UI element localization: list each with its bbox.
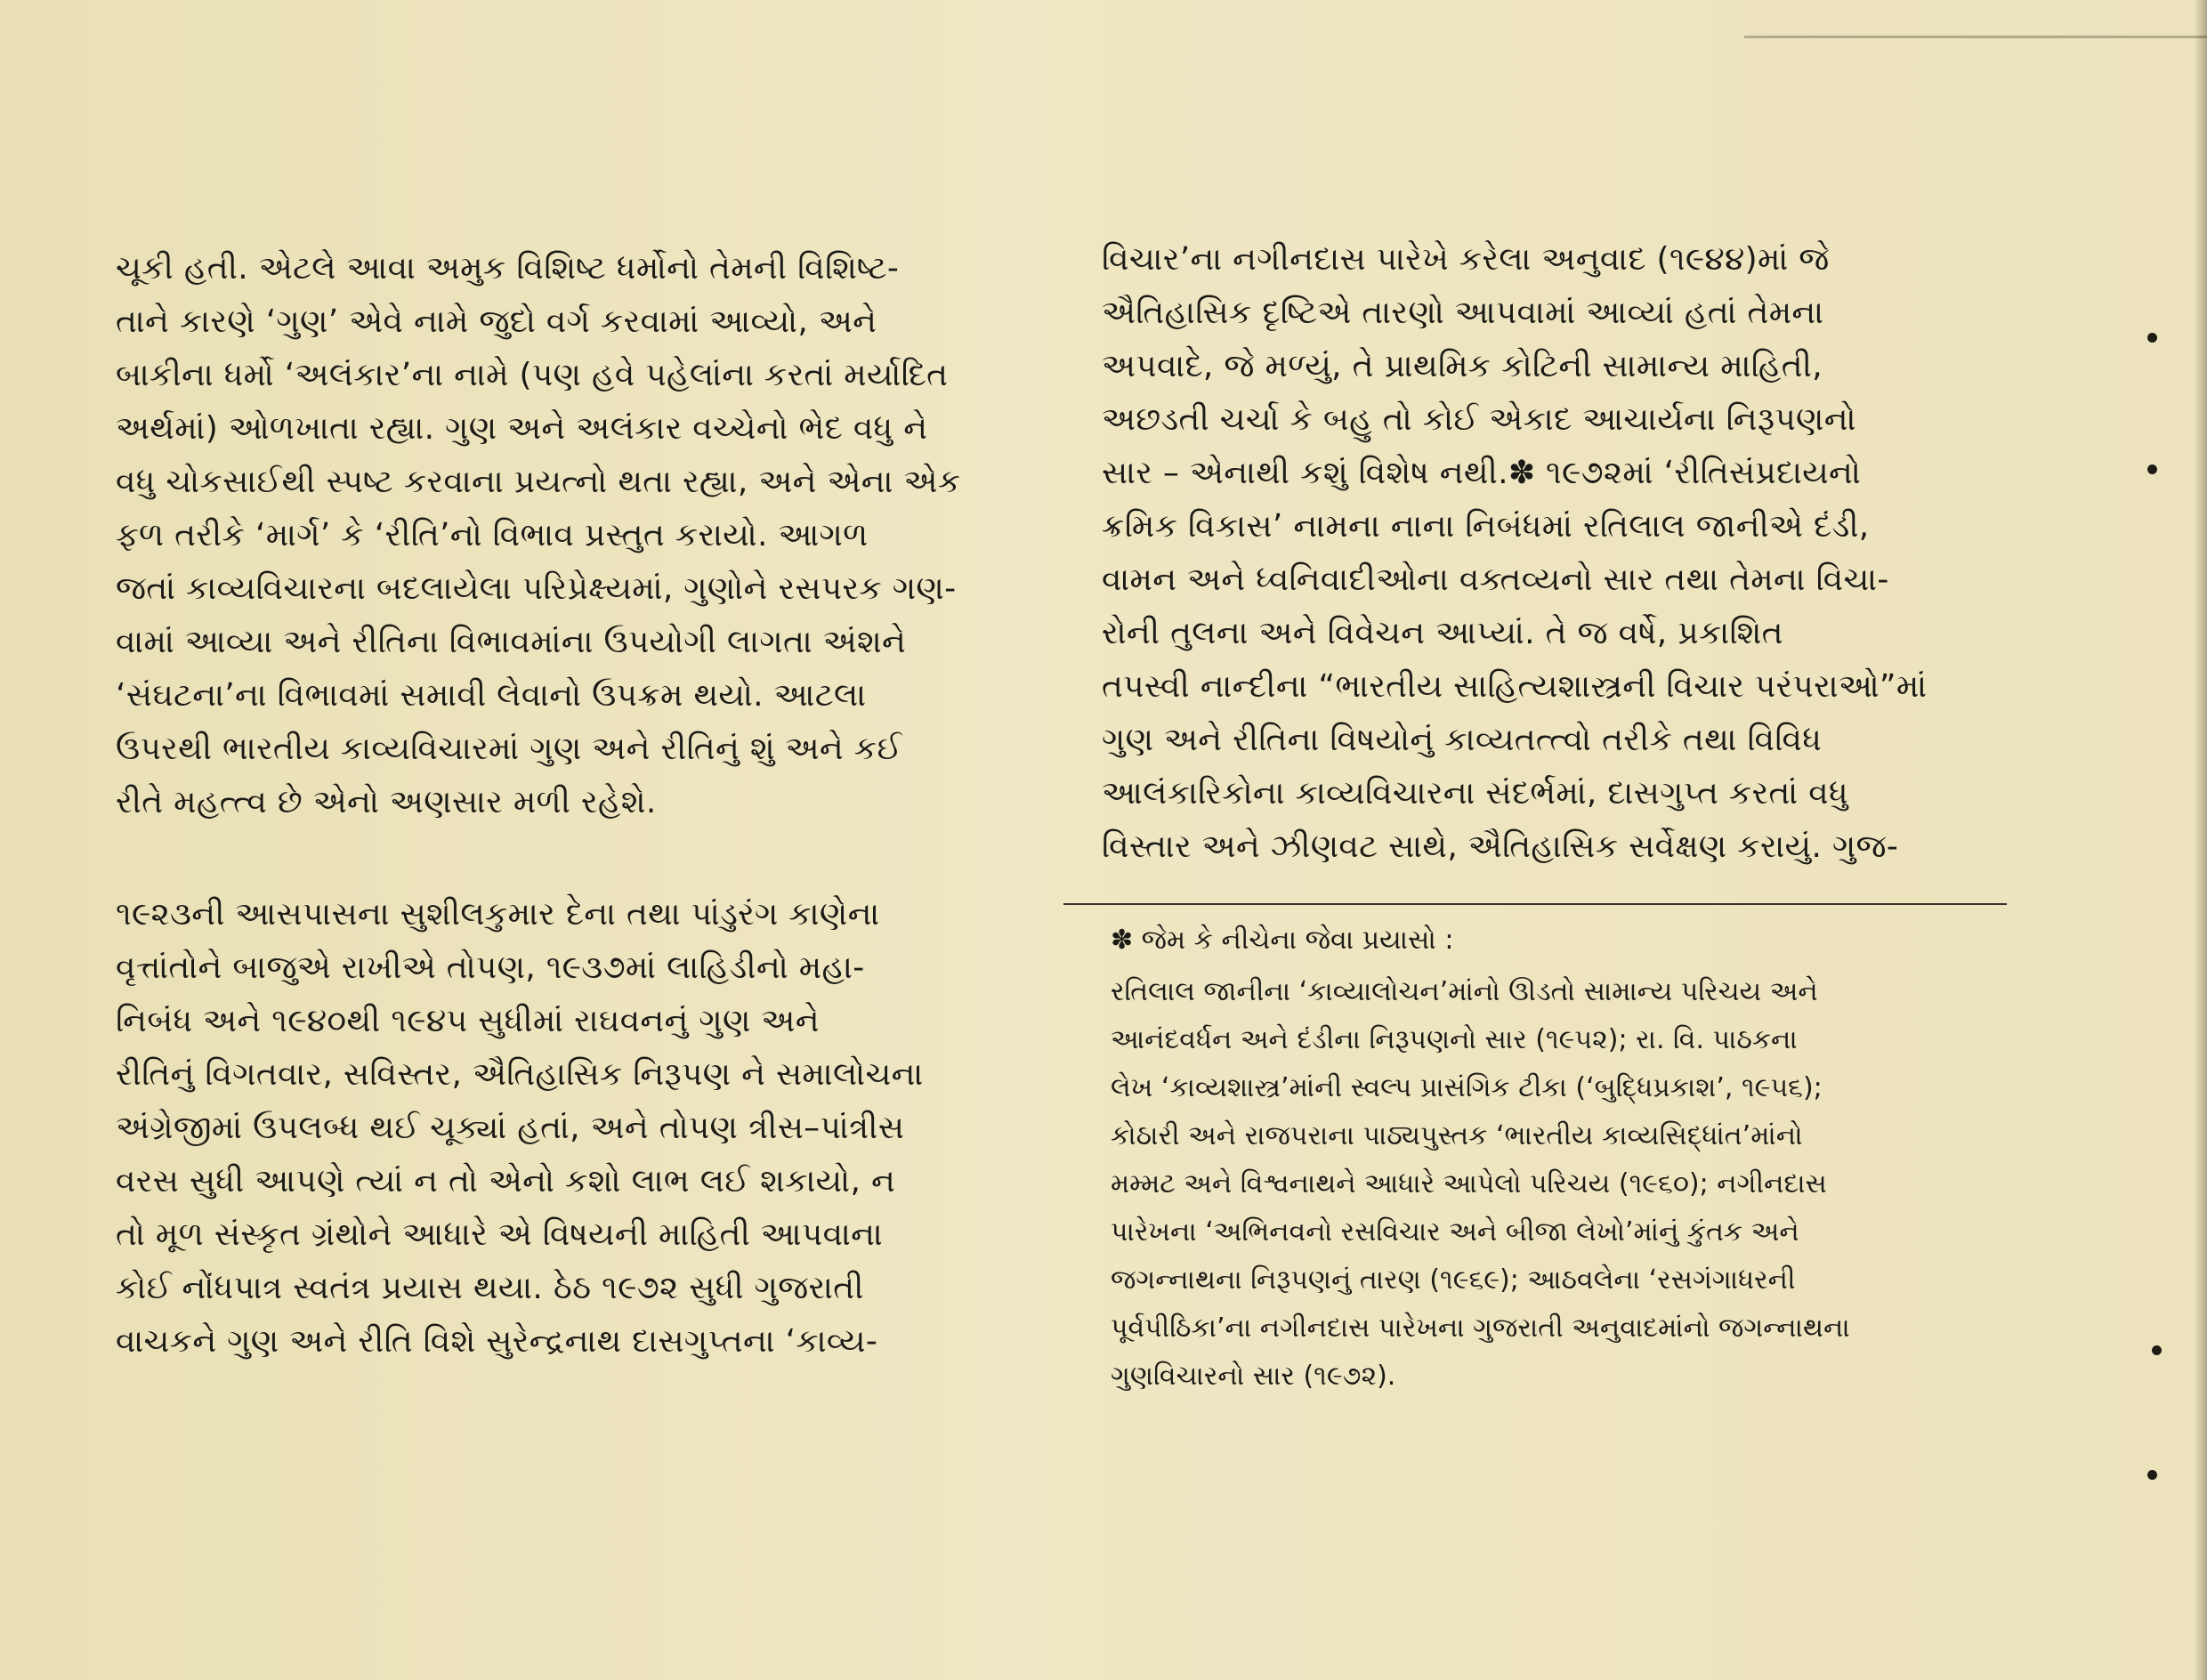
- footnote-line: પૂર્વપીઠિકા’ના નગીનદાસ પારેખના ગુજરાતી અનુવાદમાંનો જગન્નાથના: [1111, 1312, 1850, 1344]
- text-line: ચૂકી હતી. એટલે આવા અમુક વિશિષ્ટ ધર્મોનો તેમની વિશિષ્ટ-: [116, 250, 900, 287]
- text-line: ઉપરથી ભારતીય કાવ્યવિચારમાં ગુણ અને રીતિનું શું અને કઈ: [116, 731, 902, 767]
- text-line: વધુ ચોકસાઈથી સ્પષ્ટ કરવાના પ્રયત્નો થતા રહ્યા, અને એના એક: [116, 464, 961, 500]
- text-line: વૃત્તાંતોને બાજુએ રાખીએ તોપણ, ૧૯૩૭માં લાહિડીનો મહા-: [116, 949, 865, 986]
- binding-hole-mark: [2147, 464, 2157, 474]
- binding-hole-mark: [2147, 1470, 2157, 1480]
- text-line: ક્રમિક વિકાસ’ નામના નાના નિબંધમાં રતિલાલ જાનીએ દંડી,: [1102, 508, 1870, 545]
- text-line: વામાં આવ્યા અને રીતિના વિભાવમાંના ઉપયોગી લાગતા અંશને: [116, 624, 907, 660]
- text-line: અછડતી ચર્ચા કે બહુ તો કોઈ એકાદ આચાર્યના નિરૂપણનો: [1102, 401, 1856, 438]
- text-line: રીતે મહત્ત્વ છે એનો અણસાર મળી રહેશે.: [116, 784, 657, 820]
- text-line: આલંકારિકોના કાવ્યવિચારના સંદર્ભમાં, દાસગુપ્ત કરતાં વધુ: [1102, 775, 1848, 812]
- text-line: અર્થમાં) ઓળખાતા રહ્યા. ગુણ અને અલંકાર વચ્ચેનો ભેદ વધુ ને: [116, 410, 928, 447]
- text-line: રોની તુલના અને વિવેચન આપ્યાં. તે જ વર્ષે, પ્રકાશિત: [1102, 615, 1783, 651]
- text-line: નિબંધ અને ૧૯૪૦થી ૧૯૪૫ સુધીમાં રાઘવનનું ગુણ અને: [116, 1003, 820, 1039]
- binding-shadow: [2195, 0, 2207, 1680]
- text-line: ફળ તરીકે ‘માર્ગ’ કે ‘રીતિ’નો વિભાવ પ્રસ્તુત કરાયો. આગળ: [116, 517, 869, 553]
- text-line: જતાં કાવ્યવિચારના બદલાયેલા પરિપ્રેક્ષ્યમાં, ગુણોને રસપરક ગણ-: [116, 570, 957, 607]
- right-column: [1102, 233, 2014, 874]
- footnote-line: કોઠારી અને રાજપરાના પાઠ્યપુસ્તક ‘ભારતીય કાવ્યસિદ્ધાંત’માંનો: [1111, 1120, 1803, 1151]
- text-line: વામન અને ધ્વનિવાદીઓના વક્તવ્યનો સાર તથા તેમના વિચા-: [1102, 561, 1889, 598]
- footnote-line: જગન્નાથના નિરૂપણનું તારણ (૧૯૬૯); આઠવલેના ‘રસગંગાધરની: [1111, 1264, 1796, 1296]
- text-line: વાચકને ગુણ અને રીતિ વિશે સુરેન્દ્રનાથ દાસગુપ્તના ‘કાવ્ય-: [116, 1323, 878, 1360]
- text-line: ‘સંઘટના’ના વિભાવમાં સમાવી લેવાનો ઉપક્રમ થયો. આટલા: [116, 677, 867, 714]
- footnote-line: આનંદવર્ધન અને દંડીના નિરૂપણનો સાર (૧૯૫૨); રા. વિ. પાઠકના: [1111, 1024, 1798, 1055]
- text-line: સાર – એનાથી કશું વિશેષ નથી.✽ ૧૯૭૨માં ‘રીતિસંપ્રદાયનો: [1102, 455, 1862, 491]
- text-line: તો મૂળ સંસ્કૃત ગ્રંથોને આધારે એ વિષયની માહિતી આપવાના: [116, 1216, 884, 1253]
- text-line: અપવાદે, જે મળ્યું, તે પ્રાથમિક કોટિની સામાન્ય માહિતી,: [1102, 348, 1823, 384]
- left-column: [116, 242, 1010, 1369]
- footnote-divider: [1063, 903, 2007, 905]
- footnote-line: રતિલાલ જાનીના ‘કાવ્યાલોચન’માંનો ઊડતો સામાન્ય પરિચય અને: [1111, 976, 1818, 1007]
- text-line: વિસ્તાર અને ઝીણવટ સાથે, ઐતિહાસિક સર્વેક્ષણ કરાયું. ગુજ-: [1102, 828, 1899, 865]
- footnote-line: મમ્મટ અને વિશ્વનાથને આધારે આપેલો પરિચય (૧૯૬૦); નગીનદાસ: [1111, 1168, 1827, 1199]
- text-line: અંગ્રેજીમાં ઉપલબ્ધ થઈ ચૂક્યાં હતાં, અને તોપણ ત્રીસ–પાંત્રીસ: [116, 1110, 905, 1146]
- binding-hole-mark: [2152, 1345, 2162, 1355]
- footnote-line: પારેખના ‘અભિનવનો રસવિચાર અને બીજા લેખો’માંનું કુંતક અને: [1111, 1216, 1799, 1248]
- text-line: ગુણ અને રીતિના વિષયોનું કાવ્યતત્ત્વો તરીકે તથા વિવિધ: [1102, 722, 1823, 758]
- paragraph-1: [116, 242, 1010, 829]
- text-line: ઐતિહાસિક દૃષ્ટિએ તારણો આપવામાં આવ્યાં હતાં તેમના: [1102, 295, 1824, 331]
- paragraph-2: [116, 888, 1010, 1369]
- text-line: બાકીના ધર્મો ‘અલંકાર’ના નામે (પણ હવે પહેલાંના કરતાં મર્યાદિત: [116, 357, 949, 393]
- footnote-line: લેખ ‘કાવ્યશાસ્ત્ર’માંની સ્વલ્પ પ્રાસંગિક ટીકા (‘બુદ્ધિપ્રકાશ’, ૧૯૫૬);: [1111, 1072, 1823, 1103]
- text-line: કોઈ નોંધપાત્ર સ્વતંત્ર પ્રયાસ થયા. ઠેઠ ૧૯૭૨ સુધી ગુજરાતી: [116, 1270, 864, 1306]
- paragraph-gap: [116, 829, 1010, 888]
- page-edge-line: [1744, 36, 2207, 38]
- text-line: તાને કારણે ‘ગુણ’ એવે નામે જુદો વર્ગ કરવામાં આવ્યો, અને: [116, 303, 877, 340]
- footnote: [1111, 917, 1992, 1401]
- binding-hole-mark: [2147, 333, 2157, 343]
- footnote-line: ગુણવિચારનો સાર (૧૯૭૨).: [1111, 1361, 1396, 1392]
- text-line: વરસ સુધી આપણે ત્યાં ન તો એનો કશો લાભ લઈ શકાયો, ન: [116, 1163, 896, 1199]
- text-line: તપસ્વી નાન્દીના “ભારતીય સાહિત્યશાસ્ત્રની વિચાર પરંપરાઓ”માં: [1102, 668, 1928, 705]
- text-line: વિચાર’ના નગીનદાસ પારેખે કરેલા અનુવાદ (૧૯૪૪)માં જે: [1102, 241, 1830, 278]
- text-line: ૧૯૨૩ની આસપાસના સુશીલકુમાર દેના તથા પાંડુરંગ કાણેના: [116, 896, 880, 933]
- footnote-heading: ✽ જેમ કે નીચેના જેવા પ્રયાસો :: [1111, 925, 1454, 956]
- text-line: રીતિનું વિગતવાર, સવિસ્તર, ઐતિહાસિક નિરૂપણ ને સમાલોચના: [116, 1056, 924, 1093]
